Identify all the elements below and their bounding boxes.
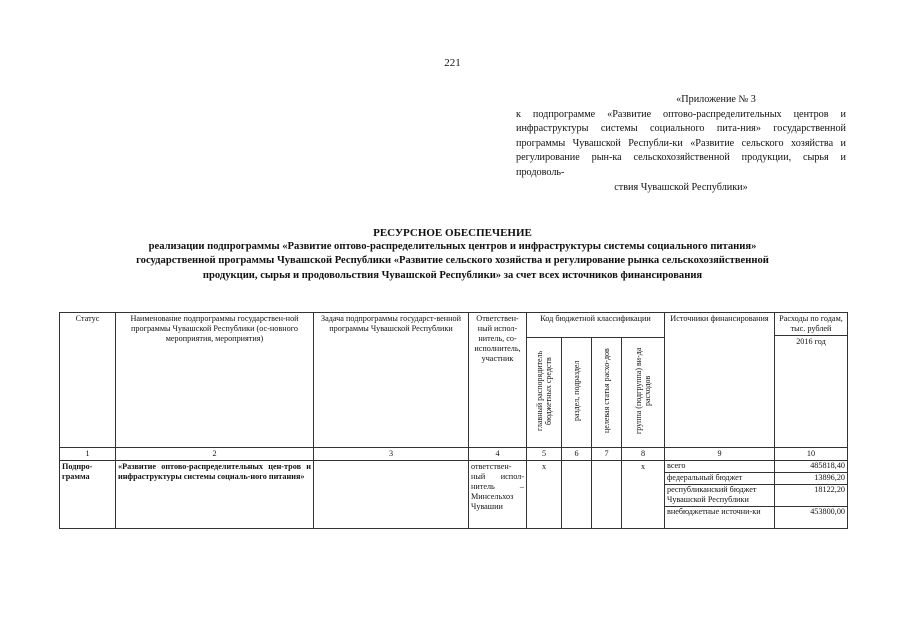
- header-row-1: [60, 313, 848, 338]
- column-numbers-row: [60, 448, 848, 461]
- row-expenses: [775, 461, 848, 529]
- row-task: [314, 461, 469, 529]
- col-num-5: 5: [527, 448, 562, 461]
- col-num-1: 1: [60, 448, 116, 461]
- header-group-text: группа (подгруппа) ви-да расходов: [634, 347, 652, 435]
- expense-federal: 13896,20: [775, 473, 847, 485]
- col-num-7: 7: [592, 448, 622, 461]
- col-num-6: 6: [562, 448, 592, 461]
- col-num-3: 3: [314, 448, 469, 461]
- expense-offbudget: 453800,00: [810, 507, 845, 516]
- header-target: [592, 338, 622, 448]
- col-num-8: 8: [622, 448, 665, 461]
- col-num-2: 2: [116, 448, 314, 461]
- header-name: Наименование подпрограммы государствен-ной программы Чувашской Республики (ос-новного мероприятия, мероприятия): [116, 313, 314, 448]
- page-number: 221: [444, 57, 461, 69]
- row-group: х: [622, 461, 665, 529]
- title-main: РЕСУРСНОЕ ОБЕСПЕЧЕНИЕ: [373, 227, 532, 239]
- header-budget-code: Код бюджетной классификации: [527, 313, 665, 338]
- appendix-body: к подпрограмме «Развитие оптово-распределительных центров и инфраструктуры системы социального пита-ния» государственной программы Чувашской Республи-ки «Развитие сельского хозяйства и регулирование рын-ка сельскохозяйственной продукции, сырья и продоволь-: [516, 108, 846, 178]
- header-year: 2016 год: [796, 337, 826, 346]
- header-expenses: [775, 313, 848, 448]
- appendix-last-line: ствия Чувашской Республики»: [614, 181, 748, 193]
- expense-republic: 18122,20: [775, 485, 847, 507]
- source-offbudget: внебюджетные источни-ки: [667, 507, 761, 516]
- header-expenses-label: Расходы по годам, тыс. рублей: [775, 313, 847, 336]
- header-target-text: целевая статья расхо-дов: [602, 348, 611, 434]
- header-sources: Источники финансирования: [665, 313, 775, 448]
- appendix-note: [516, 93, 846, 195]
- source-republic: республиканский бюджет Чувашской Республики: [665, 485, 774, 507]
- row-status: Подпро-грамма: [60, 461, 116, 529]
- header-responsible: Ответствен-ный испол-нитель, со-исполнитель, участник: [469, 313, 527, 448]
- source-total: всего: [665, 461, 774, 473]
- row-grbs: х: [527, 461, 562, 529]
- header-group: [622, 338, 665, 448]
- expense-total: 485818,40: [775, 461, 847, 473]
- resource-table: [59, 312, 848, 529]
- header-grbs-text: главный распорядитель бюджетных средств: [535, 350, 553, 432]
- header-status: Статус: [60, 313, 116, 448]
- title-line-3: продукции, сырья и продовольствия Чувашской Республики» за счет всех источников финансирования: [202, 269, 703, 281]
- row-sources: [665, 461, 775, 529]
- col-num-10: 10: [775, 448, 848, 461]
- row-section: [562, 461, 592, 529]
- row-target: [592, 461, 622, 529]
- document-title: [40, 226, 865, 283]
- appendix-title: «Приложение № 3: [676, 94, 756, 105]
- col-num-4: 4: [469, 448, 527, 461]
- title-line-2: государственной программы Чувашской Республики «Развитие сельского хозяйства и регулирование рынка сельскохозяйственной: [136, 255, 769, 267]
- row-name: «Развитие оптово-распределительных цен-тров и инфраструктуры системы социаль-ного питания»: [116, 461, 314, 529]
- col-num-9: 9: [665, 448, 775, 461]
- table-row: [60, 461, 848, 529]
- title-line-1: реализации подпрограммы «Развитие оптово-распределительных центров и инфраструктуры системы социального питания»: [148, 241, 757, 253]
- header-section-text: раздел, подраздел: [572, 360, 581, 422]
- header-section: [562, 338, 592, 448]
- row-responsible: ответствен-ный испол-нитель – Минсельхоз Чувашии: [469, 461, 527, 529]
- header-grbs: [527, 338, 562, 448]
- source-federal: федеральный бюджет: [665, 473, 774, 485]
- header-task: Задача подпрограммы государст-венной программы Чувашской Республики: [314, 313, 469, 448]
